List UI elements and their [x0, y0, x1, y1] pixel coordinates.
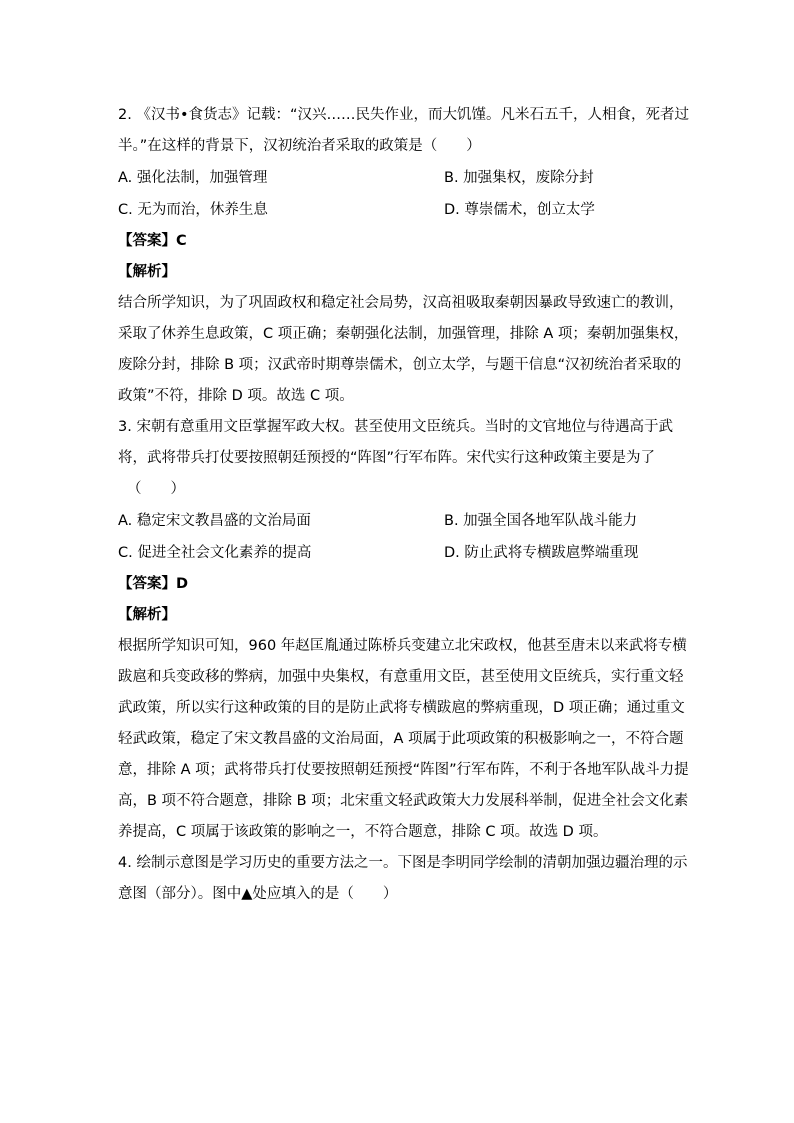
- question-3: [118, 412, 689, 848]
- analysis-label: 【解析】: [118, 264, 176, 280]
- analysis-line: 政策”不符，排除 D 项。故选 C 项。: [118, 388, 354, 404]
- option-a: A. 强化法制，加强管理: [118, 170, 268, 186]
- analysis-line: 高，B 项不符合题意，排除 B 项；北宋重文轻武政策大力发展科举制，促进全社会文化素: [118, 793, 689, 809]
- options-row: [118, 505, 674, 537]
- option-d: D. 尊崇儒术，创立太学: [444, 202, 595, 218]
- option-c: C. 无为而治，休养生息: [118, 202, 268, 218]
- question-4: [118, 848, 688, 910]
- question-stem-line: 4. 绘制示意图是学习历史的重要方法之一。下图是李明同学绘制的清朝加强边疆治理的示: [118, 855, 688, 871]
- question-stem-line: 3. 宋朝有意重用文臣掌握军政大权。甚至使用文臣统兵。当时的文官地位与待遇高于武: [118, 419, 673, 435]
- analysis-line: 采取了休养生息政策，C 项正确；秦朝强化法制，加强管理，排除 A 项；秦朝加强集权，: [118, 326, 689, 342]
- option-c: C. 促进全社会文化素养的提高: [118, 545, 312, 561]
- answer-label: 【答案】C: [118, 233, 187, 249]
- analysis-label: 【解析】: [118, 607, 176, 623]
- question-stem-line: 半。”在这样的背景下，汉初统治者采取的政策是（ ）: [118, 138, 481, 154]
- option-d: D. 防止武将专横跋扈弊端重现: [444, 545, 639, 561]
- question-2: [118, 100, 690, 412]
- question-stem-line: （ ）: [127, 481, 185, 497]
- document-content: [118, 100, 690, 910]
- analysis-line: 结合所学知识，为了巩固政权和稳定社会局势，汉高祖吸取秦朝因暴政导致速亡的教训，: [118, 295, 684, 311]
- option-b: B. 加强集权，废除分封: [444, 170, 594, 186]
- analysis-line: 废除分封，排除 B 项；汉武帝时期尊崇儒术，创立太学，与题干信息“汉初统治者采取的: [118, 357, 682, 373]
- question-stem-line: 2. 《汉书•食货志》记载：“汉兴……民失作业，而大饥馑。凡米石五千，人相食，死者过: [118, 107, 690, 123]
- option-a: A. 稳定宋文教昌盛的文治局面: [118, 513, 311, 529]
- analysis-line: 养提高，C 项属于该政策的影响之一，不符合题意，排除 C 项。故选 D 项。: [118, 824, 608, 840]
- analysis-line: 跋扈和兵变政移的弊病，加强中央集权，有意重用文臣，甚至使用文臣统兵，实行重文轻: [118, 669, 684, 685]
- analysis-line: 武政策，所以实行这种政策的目的是防止武将专横跋扈的弊病重现，D 项正确；通过重文: [118, 700, 685, 716]
- answer-label: 【答案】D: [118, 576, 189, 592]
- analysis-line: 意，排除 A 项；武将带兵打仗要按照朝廷预授“阵图”行军布阵，不利于各地军队战斗力提: [118, 762, 689, 778]
- analysis-line: 根据所学知识可知，960 年赵匡胤通过陈桥兵变建立北宋政权，他甚至唐末以来武将专横: [118, 638, 687, 654]
- options-row: [118, 537, 674, 569]
- analysis-line: 轻武政策，稳定了宋文教昌盛的文治局面，A 项属于此项政策的积极影响之一，不符合题: [118, 731, 684, 747]
- question-stem-line: 意图（部分）。图中▲处应填入的是（ ）: [118, 886, 398, 902]
- options-row: [118, 194, 674, 226]
- option-b: B. 加强全国各地军队战斗能力: [444, 513, 638, 529]
- options-row: [118, 162, 674, 194]
- question-stem-line: 将，武将带兵打仗要按照朝廷预授的“阵图”行军布阵。宋代实行这种政策主要是为了: [118, 450, 656, 466]
